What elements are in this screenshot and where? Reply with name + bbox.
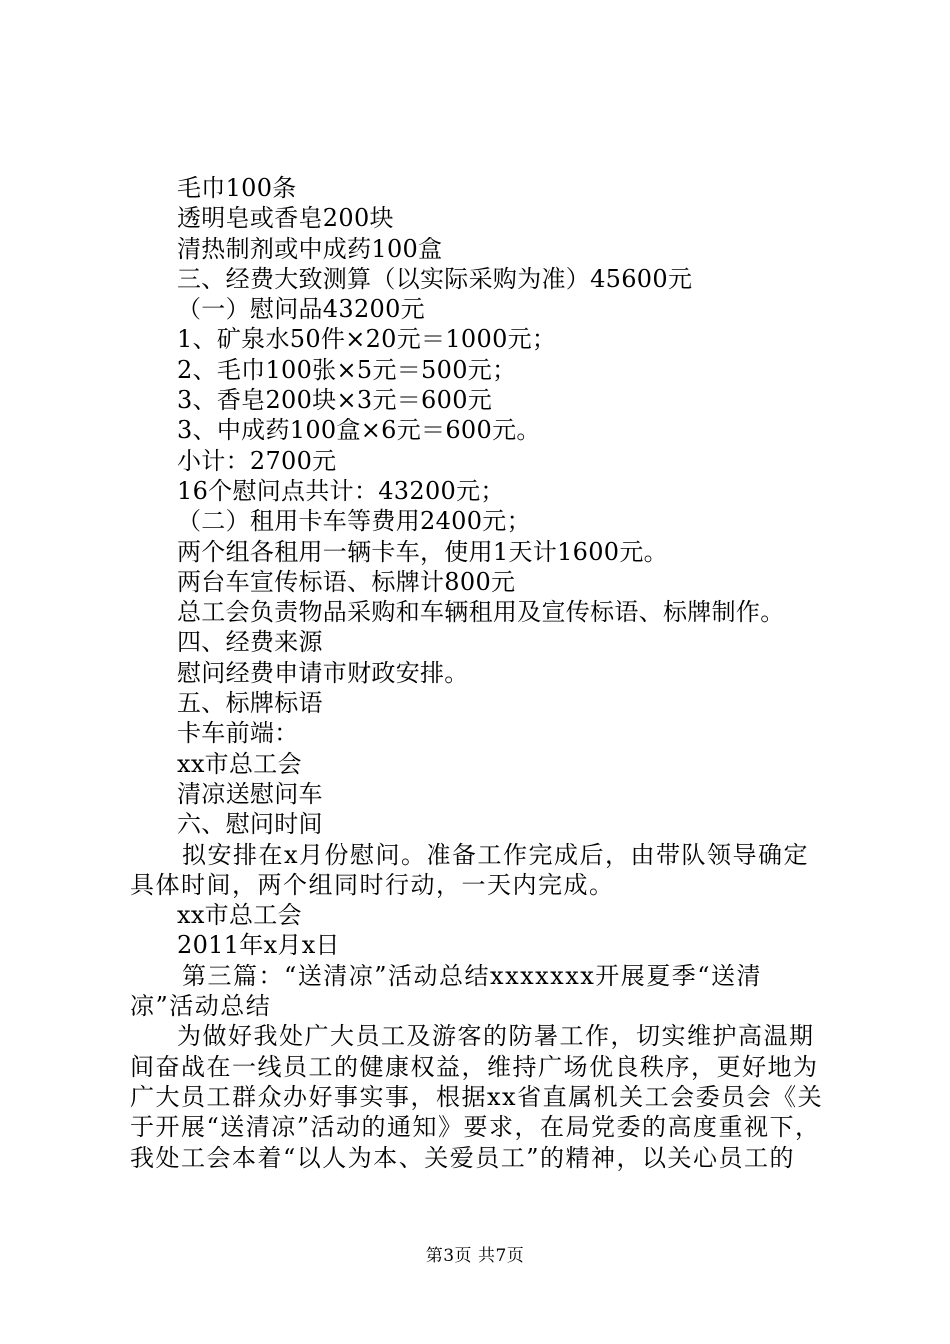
section-heading: 六、慰问时间 — [177, 810, 323, 839]
paragraph-line: 广大员工群众办好事实事，根据xx省直属机关工会委员会《关 — [130, 1082, 824, 1111]
text-line: 小计：2700元 — [177, 446, 337, 475]
text-line: 清凉送慰问车 — [177, 779, 323, 808]
subsection-heading: （二）租用卡车等费用2400元； — [177, 507, 531, 536]
text-line: 卡车前端： — [177, 719, 299, 748]
chapter-title: 凉”活动总结 — [130, 992, 272, 1021]
paragraph-line: 于开展“送清凉”活动的通知》要求，在局党委的高度重视下， — [130, 1113, 821, 1142]
signature-org: xx市总工会 — [177, 901, 302, 930]
paragraph-line: 为做好我处广大员工及游客的防暑工作，切实维护高温期 — [177, 1022, 815, 1051]
text-line: 毛巾100条 — [177, 174, 297, 202]
text-line: 两台车宣传标语、标牌计800元 — [177, 567, 516, 596]
section-heading: 四、经费来源 — [177, 628, 323, 657]
text-line: 3、香皂200块×3元＝600元 — [177, 386, 493, 415]
paragraph-line: 间奋战在一线员工的健康权益，维持广场优良秩序，更好地为 — [130, 1052, 819, 1081]
paragraph-line: 具体时间，两个组同时行动，一天内完成。 — [130, 870, 615, 899]
text-line: 1、矿泉水50件×20元＝1000元； — [177, 325, 557, 354]
text-line: 16个慰问点共计：43200元； — [177, 476, 505, 505]
document-body — [130, 173, 830, 1173]
section-heading: 三、经费大致测算（以实际采购为准）45600元 — [177, 264, 693, 293]
paragraph-line: 拟安排在x月份慰问。准备工作完成后，由带队领导确定 — [182, 840, 810, 869]
chapter-title: 第三篇：“送清凉”活动总结xxxxxxx开展夏季“送清 — [182, 961, 763, 990]
text-line: 2、毛巾100张×5元＝500元； — [177, 355, 517, 384]
text-line: 两个组各租用一辆卡车，使用1天计1600元。 — [177, 537, 668, 566]
text-line: xx市总工会 — [177, 749, 302, 778]
section-heading: 五、标牌标语 — [177, 689, 323, 718]
paragraph-line: 我处工会本着“以人为本、关爱员工”的精神，以关心员工的 — [130, 1143, 796, 1172]
text-line: 总工会负责物品采购和车辆租用及宣传标语、标牌制作。 — [177, 598, 785, 627]
page-footer: 第3页 共7页 — [425, 1246, 525, 1266]
subsection-heading: （一）慰问品43200元 — [177, 295, 425, 324]
text-line: 透明皂或香皂200块 — [177, 204, 394, 233]
text-line: 慰问经费申请市财政安排。 — [177, 658, 469, 687]
text-line: 3、中成药100盒×6元＝600元。 — [177, 416, 541, 445]
signature-date: 2011年x月x日 — [177, 931, 340, 960]
text-line: 清热制剂或中成药100盒 — [177, 234, 443, 263]
